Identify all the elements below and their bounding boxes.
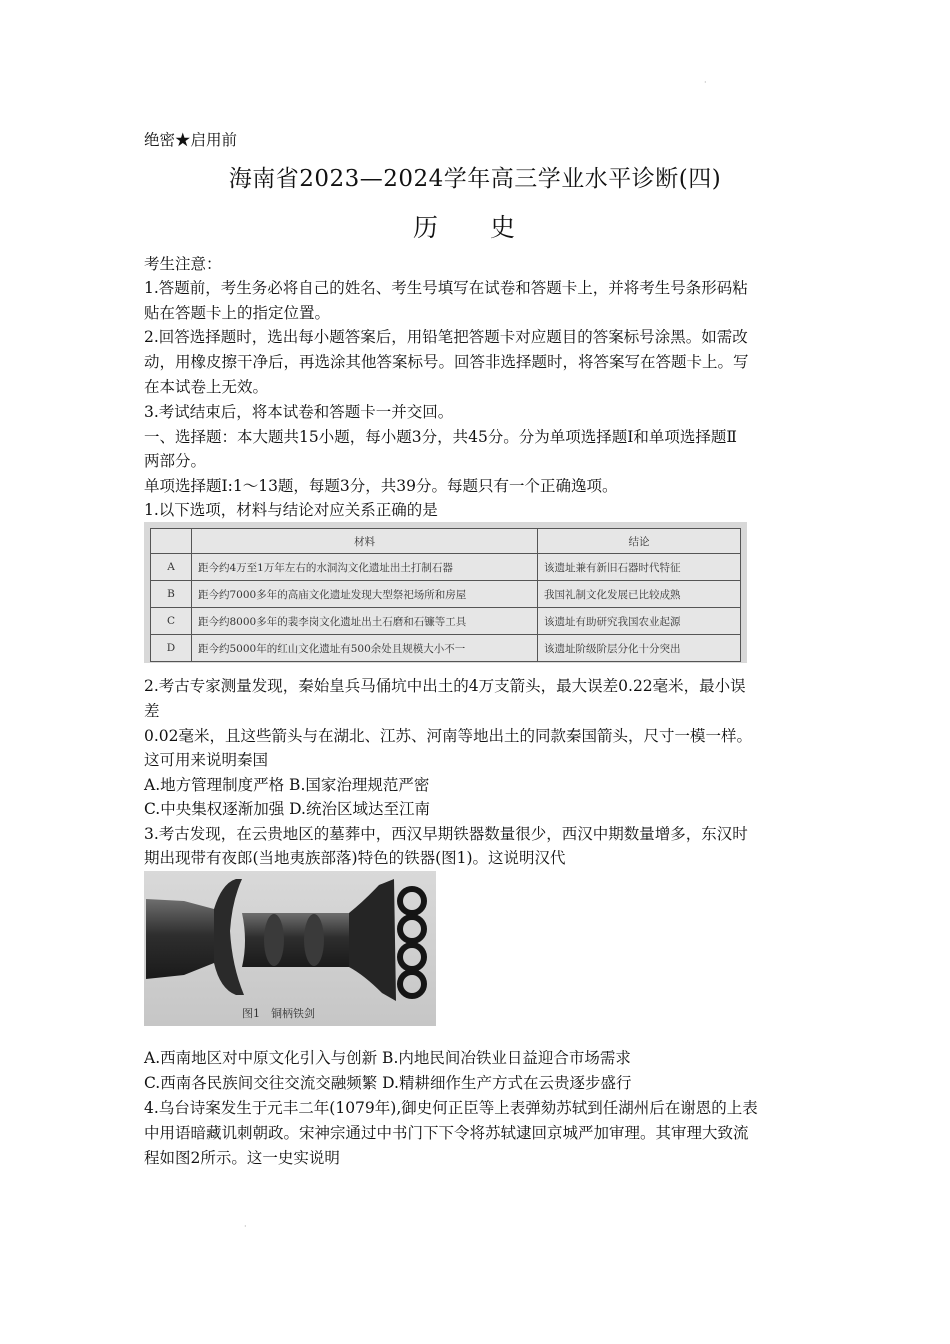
table-header-cell: 材料 [192, 529, 538, 554]
subsection-heading: 单项选择题Ⅰ:1～13题，每题3分，共39分。每题只有一个正确逸项。 [144, 477, 618, 495]
question-1-table-image [144, 522, 747, 663]
table-row [151, 581, 741, 608]
table-cell: A [151, 554, 192, 581]
table-header-cell [151, 529, 192, 554]
table-cell: 距今约4万至1万年左右的水洞沟文化遗址出土打制石器 [192, 554, 538, 581]
question-4-stem: 4.乌台诗案发生于元丰二年(1079年),御史何正臣等上表弹劾苏轼到任湖州后在谢恩的上表 [144, 1099, 758, 1117]
section-heading: 一、选择题：本大题共15小题，每小题3分，共45分。分为单项选择题Ⅰ和单项选择题Ⅱ [144, 428, 737, 446]
table-cell: B [151, 581, 192, 608]
table-cell: C [151, 608, 192, 635]
question-3-stem: 3.考古发现，在云贵地区的墓葬中，西汉早期铁器数量很少，西汉中期数量增多，东汉时 [144, 825, 748, 843]
exam-title: 海南省2023—2024学年高三学业水平诊断(四) [228, 166, 722, 192]
notice-line: 贴在答题卡上的指定位置。 [144, 304, 331, 322]
question-2-stem: 2.考古专家测量发现，秦始皇兵马俑坑中出土的4万支箭头，最大误差0.22毫米，最小误 [144, 677, 746, 695]
question-2-stem: 这可用来说明秦国 [144, 751, 269, 769]
secret-label: 绝密★启用前 [144, 131, 238, 149]
question-2-stem: 0.02毫米，且这些箭头与在湖北、江苏、河南等地出土的同款秦国箭头，尺寸一模一样。 [144, 727, 753, 745]
table-cell: 距今约8000多年的裴李岗文化遗址出土石磨和石镰等工具 [192, 608, 538, 635]
notice-line: 动，用橡皮擦干净后，再选涂其他答案标号。回答非选择题时，将答案写在答题卡上。写 [144, 353, 749, 371]
table-row [151, 608, 741, 635]
scan-dot: · [704, 78, 707, 87]
notice-line: 考生注意： [144, 255, 222, 273]
question-3-options: A.西南地区对中原文化引入与创新 B.内地民间冶铁业日益迎合市场需求 [144, 1049, 631, 1067]
sword-icon [144, 871, 436, 1026]
notice-line: 在本试卷上无效。 [144, 378, 269, 396]
table-cell: 该遗址有助研究我国农业起源 [538, 608, 741, 635]
notice-line: 1.答题前，考生务必将自己的姓名、考生号填写在试卷和答题卡上，并将考生号条形码粘 [144, 279, 748, 297]
table-cell: 距今约5000年的红山文化遗址有500余处且规模大小不一 [192, 635, 538, 662]
table-cell: 距今约7000多年的高庙文化遗址发现大型祭祀场所和房屋 [192, 581, 538, 608]
table-cell: D [151, 635, 192, 662]
question-3-stem: 期出现带有夜郎(当地夷族部落)特色的铁器(图1)。这说明汉代 [144, 849, 566, 867]
table-row [151, 635, 741, 662]
table-header-cell: 结论 [538, 529, 741, 554]
question-1-table [150, 528, 741, 662]
table-cell: 我国礼制文化发展已比较成熟 [538, 581, 741, 608]
question-3-options: C.西南各民族间交往交流交融频繁 D.精耕细作生产方式在云贵逐步盛行 [144, 1074, 632, 1092]
question-1-stem: 1.以下选项，材料与结论对应关系正确的是 [144, 501, 438, 519]
question-2-stem: 差 [144, 702, 160, 720]
question-4-stem: 程如图2所示。这一史实说明 [144, 1149, 340, 1167]
section-heading: 两部分。 [144, 452, 207, 470]
subject-title: 历 史 [413, 213, 537, 242]
question-4-stem: 中用语暗藏讥刺朝政。宋神宗通过中书门下下令将苏轼逮回京城严加审理。其审理大致流 [144, 1124, 749, 1142]
table-row [151, 554, 741, 581]
question-2-options: A.地方管理制度严格 B.国家治理规范严密 [144, 776, 430, 794]
table-cell: 该遗址阶级阶层分化十分突出 [538, 635, 741, 662]
notice-line: 3.考试结束后，将本试卷和答题卡一并交回。 [144, 403, 454, 421]
table-cell: 该遗址兼有新旧石器时代特征 [538, 554, 741, 581]
notice-line: 2.回答选择题时，选出每小题答案后，用铅笔把答题卡对应题目的答案标号涂黑。如需改 [144, 328, 748, 346]
figure-1-caption: 图1 铜柄铁剑 [242, 1007, 315, 1020]
figure-1-sword-image [144, 871, 436, 1026]
table-header-row [151, 529, 741, 554]
scan-dot: · [244, 1222, 247, 1231]
question-2-options: C.中央集权逐渐加强 D.统治区域达至江南 [144, 800, 430, 818]
